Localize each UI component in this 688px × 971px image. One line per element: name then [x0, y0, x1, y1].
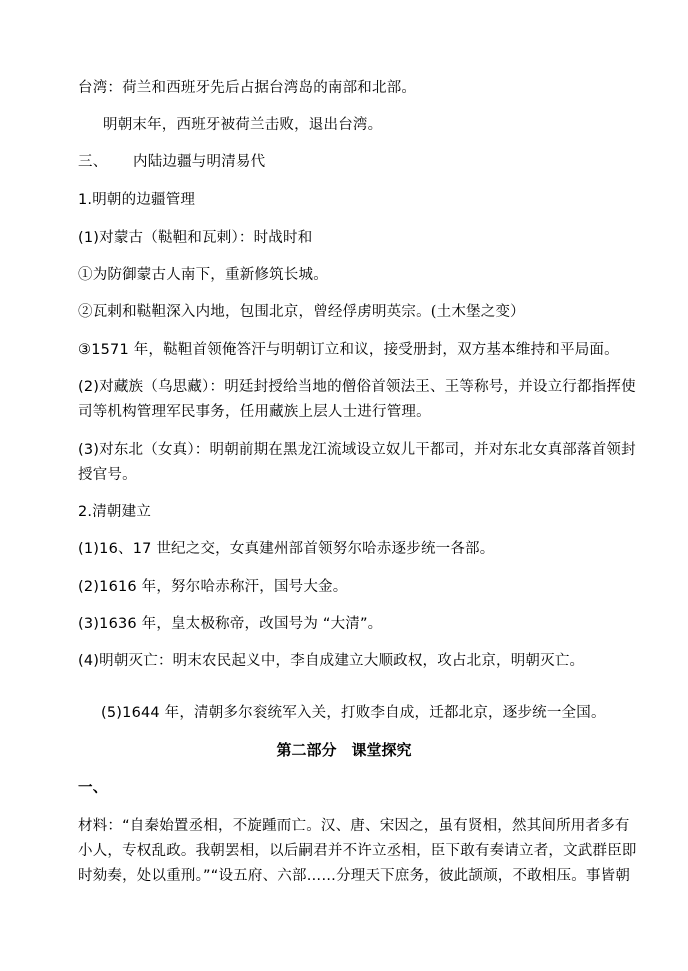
year-1644-item: (5)1644 年，清朝多尔衮统军入关，打败李自成，迁都北京，逐步统一全国。	[101, 705, 606, 721]
taiwan-paragraph: 台湾：荷兰和西班牙先后占据台湾岛的南部和北部。	[78, 80, 417, 96]
nurhaci-unify-item: (1)16、17 世纪之交，女真建州部首领努尔哈赤逐步统一各部。	[78, 541, 495, 557]
material-line1: 材料：“自秦始置丞相，不旋踵而亡。汉、唐、宋因之，虽有贤相，然其间所用者多有	[78, 818, 630, 834]
section-three-title: 内陆边疆与明清易代	[133, 154, 266, 170]
subheading-border-management: 1.明朝的边疆管理	[78, 192, 196, 208]
tibet-item-line2: 司等机构管理军民事务，任用藏族上层人士进行管理。	[78, 404, 431, 420]
mongolia-item: (1)对蒙古（鞑靼和瓦剌）：时战时和	[78, 230, 313, 246]
peace-1571-item: ③1571 年，鞑靼首领俺答汗与明朝订立和议，接受册封，双方基本维持和平局面。	[78, 342, 619, 358]
tumu-crisis-item: ②瓦剌和鞑靼深入内地，包围北京，曾经俘虏明英宗。(土木堡之变）	[78, 304, 525, 320]
section-three-number: 三、	[78, 154, 108, 170]
subheading-qing-founding: 2.清朝建立	[78, 504, 152, 520]
section-one-number: 一、	[78, 780, 108, 796]
material-line2: 小人，专权乱政。我朝罢相，以后嗣君并不许立丞相，臣下敢有奏请立者，文武群臣即	[78, 843, 637, 859]
ming-end-paragraph: 明朝末年，西班牙被荷兰击败，退出台湾。	[103, 117, 383, 133]
ming-fall-item: (4)明朝灭亡：明末农民起义中，李自成建立大顺政权，攻占北京，明朝灭亡。	[78, 653, 585, 669]
great-wall-item: ①为防御蒙古人南下，重新修筑长城。	[78, 267, 328, 283]
year-1616-item: (2)1616 年，努尔哈赤称汗，国号大金。	[78, 579, 348, 595]
northeast-item-line1: (3)对东北（女真）：明朝前期在黑龙江流域设立奴儿干都司，并对东北女真部落首领封	[78, 442, 636, 458]
part-two-title: 第二部分 课堂探究	[276, 741, 412, 759]
year-1636-item: (3)1636 年，皇太极称帝，改国号为 “大清”。	[78, 616, 383, 632]
tibet-item-line1: (2)对藏族（乌思藏）：明廷封授给当地的僧俗首领法王、王等称号，并设立行都指挥使	[78, 379, 636, 395]
northeast-item-line2: 授官号。	[78, 467, 137, 483]
material-line3: 时劾奏，处以重刑。”“设五府、六部……分理天下庶务，彼此颉颃，不敢相压。事皆朝	[78, 868, 631, 884]
